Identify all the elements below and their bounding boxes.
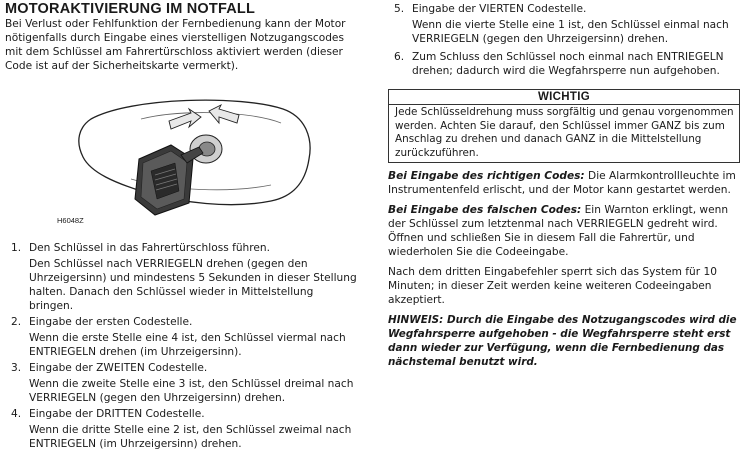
list-item <box>5 361 357 405</box>
intro-paragraph: Bei Verlust oder Fehlfunktion der Fernbedienung kann der Motor nötigenfalls durch Eingabe eines vierstelligen Notzugangscodes mit dem Schlüssel am Fahrertürschloss aktiviert werden (dieser Code ist auf der Sicherheitskarte vermerkt). <box>5 18 346 72</box>
step-text: Den Schlüssel nach VERRIEGELN drehen (gegen den Uhrzeigersinn) und mindestens 5 Sekunden in dieser Stellung halten. Danach den Schlüssel wieder in Mittelstellung bringen. <box>29 258 357 312</box>
warning-text: Jede Schlüsseldrehung muss sorgfältig und genau vorgenommen werden. Achten Sie darauf, den Schlüssel immer GANZ bis zum Anschlag zu drehen und danach GANZ in die Mittelstellung zurückzuführen. <box>395 106 734 159</box>
step-text: Wenn die vierte Stelle eine 1 ist, den Schlüssel einmal nach VERRIEGELN (gegen den Uhrzeigersinn) drehen. <box>412 19 729 45</box>
rotate-left-arrow-icon <box>169 109 201 129</box>
step-number: 1. <box>11 242 22 254</box>
step-text: Wenn die zweite Stelle eine 3 ist, den Schlüssel dreimal nach VERRIEGELN (gegen den Uhrzeigersinn) drehen. <box>29 378 354 404</box>
figure-label: H6048Z <box>57 216 84 225</box>
warning-box <box>388 89 740 163</box>
step-title: Eingabe der DRITTEN Codestelle. <box>29 408 205 420</box>
steps-list-left <box>5 241 357 451</box>
key-lock-illustration <box>21 79 357 241</box>
step-number: 3. <box>11 362 22 374</box>
step-title: Den Schlüssel in das Fahrertürschloss führen. <box>29 242 270 254</box>
right-column <box>388 0 740 379</box>
step-number: 2. <box>11 316 22 328</box>
list-item <box>388 2 740 46</box>
note-paragraph: HINWEIS: Durch die Eingabe des Notzugangscodes wird die Wegfahrsperre aufgehoben - die Wegfahrsperre steht erst dann wieder zur Verfügung, wenn die Fernbedienung das nächstemal benutzt wird. <box>388 314 737 368</box>
step-title: Zum Schluss den Schlüssel noch einmal nach ENTRIEGELN drehen; dadurch wird die Wegfahrsperre nun aufgehoben. <box>412 51 724 77</box>
step-number: 6. <box>394 51 405 63</box>
step-title: Eingabe der VIERTEN Codestelle. <box>412 3 587 15</box>
wrong-code-label: Bei Eingabe des falschen Codes: <box>388 204 582 216</box>
list-item <box>5 315 357 359</box>
list-item <box>5 241 357 313</box>
wrong-code-paragraph <box>388 203 740 259</box>
correct-code-text: Die Alarmkontrollleuchte im Instrumentenfeld erlischt, und der Motor kann gestartet werden. <box>388 170 736 196</box>
list-item <box>5 407 357 451</box>
warning-title: WICHTIG <box>389 90 739 105</box>
list-item <box>388 50 740 78</box>
steps-list-right <box>388 2 740 78</box>
step-text: Wenn die erste Stelle eine 4 ist, den Schlüssel viermal nach ENTRIEGELN drehen (im Uhrzeigersinn). <box>29 332 346 358</box>
step-number: 5. <box>394 3 405 15</box>
correct-code-label: Bei Eingabe des richtigen Codes: <box>388 170 585 182</box>
wrong-code-text: Ein Warnton erklingt, wenn der Schlüssel zum letztenmal nach VERRIEGELN gedreht wird. Öffnen und schließen Sie in diesem Fall die Fahrertür, und wiederholen Sie die Codeeingabe. <box>388 204 729 258</box>
left-column <box>5 0 357 451</box>
key-icon <box>135 145 203 215</box>
step-text: Wenn die dritte Stelle eine 2 ist, den Schlüssel zweimal nach ENTRIEGELN (im Uhrzeigersinn) drehen. <box>29 424 352 450</box>
step-number: 4. <box>11 408 22 420</box>
page-title: MOTORAKTIVIERUNG IM NOTFALL <box>5 1 256 17</box>
step-title: Eingabe der ersten Codestelle. <box>29 316 193 328</box>
lockout-paragraph: Nach dem dritten Eingabefehler sperrt sich das System für 10 Minuten; in dieser Zeit werden keine weiteren Codeeingaben akzeptiert. <box>388 266 717 306</box>
step-title: Eingabe der ZWEITEN Codestelle. <box>29 362 208 374</box>
correct-code-paragraph <box>388 169 740 197</box>
rotate-right-arrow-icon <box>209 105 239 123</box>
